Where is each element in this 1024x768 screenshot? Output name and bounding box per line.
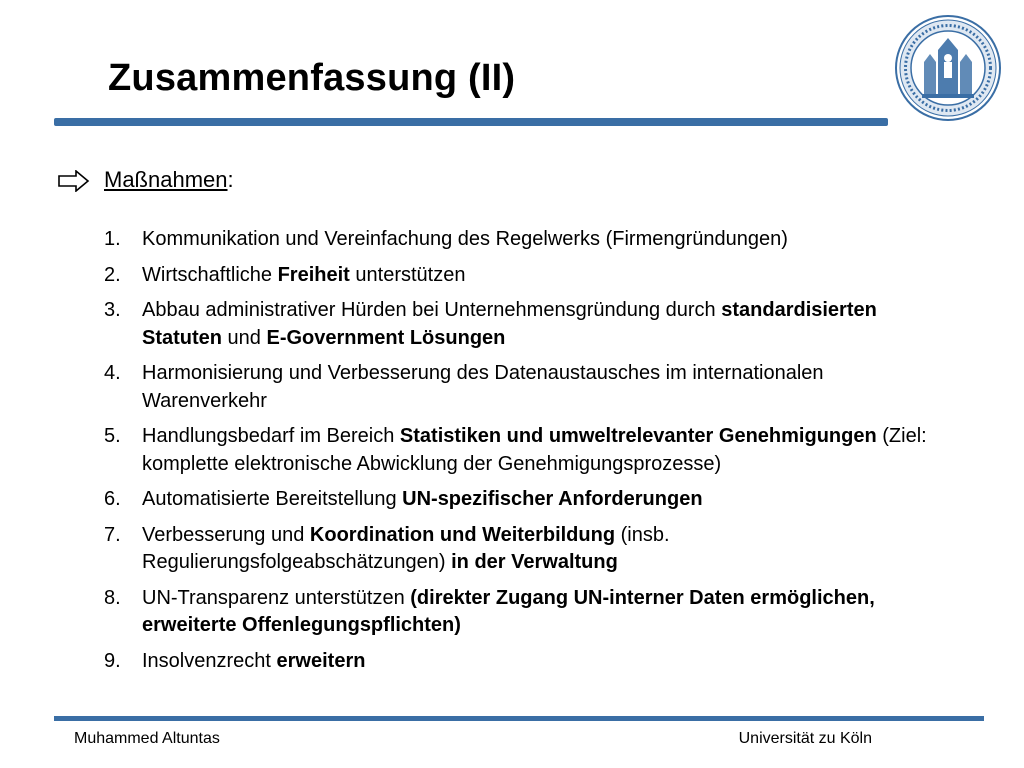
plain-text: Verbesserung und: [142, 523, 310, 546]
plain-text: Harmonisierung und Verbesserung des Datenaustausches im internationalen Warenverkehr: [142, 362, 824, 412]
list-item-text: [142, 486, 944, 514]
list-item-number: 3.: [104, 299, 121, 321]
emphasis-text: in der Verwaltung: [451, 551, 618, 573]
list-item-text: [142, 226, 944, 254]
list-item-number: 5.: [104, 425, 121, 447]
list-item: [104, 226, 944, 254]
emphasis-text: E-Government Lösungen: [266, 326, 506, 349]
list-item-text: [142, 522, 944, 577]
list-item-text: [142, 585, 944, 640]
list-item-number: 7.: [104, 523, 121, 546]
section-heading-label: Maßnahmen: [104, 167, 228, 192]
emphasis-text: Freiheit: [277, 263, 350, 286]
list-item-number: 6.: [104, 488, 121, 510]
emphasis-text: erweitern: [276, 649, 366, 672]
list-item: [104, 585, 944, 640]
title-rule: [54, 118, 888, 126]
list-item-number: 8.: [104, 586, 121, 609]
footer-rule: [54, 716, 984, 721]
list-item-text: [142, 423, 944, 478]
plain-text: unterstützen: [349, 263, 466, 286]
emphasis-text: standardisierten Statuten: [142, 299, 877, 349]
plain-text: Handlungsbedarf im Bereich: [142, 425, 400, 447]
list-item: [104, 297, 944, 352]
section-heading: [104, 166, 234, 194]
arrow-right-icon: [58, 170, 90, 192]
slide-title: Zusammenfassung (II): [108, 57, 516, 99]
list-item: [104, 522, 944, 577]
plain-text: Wirtschaftliche: [142, 263, 278, 286]
list-item: [104, 262, 944, 290]
emphasis-text: UN-spezifischer Anforderungen: [402, 488, 703, 510]
plain-text: und: [222, 326, 267, 349]
list-item: [104, 486, 944, 514]
list-item-number: 9.: [104, 649, 121, 672]
footer-institution: Universität zu Köln: [738, 730, 872, 747]
list-item: [104, 360, 944, 415]
plain-text: Abbau administrativer Hürden bei Unternehmensgründung durch: [142, 299, 722, 321]
footer-author: Muhammed Altuntas: [74, 730, 220, 747]
plain-text: Automatisierte Bereitstellung: [142, 488, 403, 510]
measures-list: [104, 226, 944, 683]
university-seal-icon: [894, 14, 1002, 122]
list-item: [104, 648, 944, 676]
list-item-text: [142, 648, 944, 676]
list-item-number: 2.: [104, 263, 121, 286]
list-item-text: [142, 297, 944, 352]
emphasis-text: (direkter Zugang UN-interner Daten ermöglichen, erweiterte Offenlegungspflichten): [142, 586, 875, 636]
section-heading-colon: :: [227, 167, 234, 192]
list-item-text: [142, 360, 944, 415]
list-item-number: 4.: [104, 362, 121, 384]
emphasis-text: Koordination und Weiterbildung: [309, 523, 616, 546]
emphasis-text: Statistiken und umweltrelevanter Genehmigungen: [399, 425, 877, 447]
plain-text: Kommunikation und Vereinfachung des Regelwerks (Firmengründungen): [142, 228, 788, 250]
plain-text: (insb. Regulierungsfolgeabschätzungen): [142, 523, 670, 573]
plain-text: (Ziel: komplette elektronische Abwicklung der Genehmigungsprozesse): [142, 425, 927, 475]
list-item-text: [142, 262, 944, 290]
list-item-number: 1.: [104, 228, 121, 250]
plain-text: UN-Transparenz unterstützen: [142, 586, 411, 609]
plain-text: Insolvenzrecht: [142, 649, 277, 672]
list-item: [104, 423, 944, 478]
